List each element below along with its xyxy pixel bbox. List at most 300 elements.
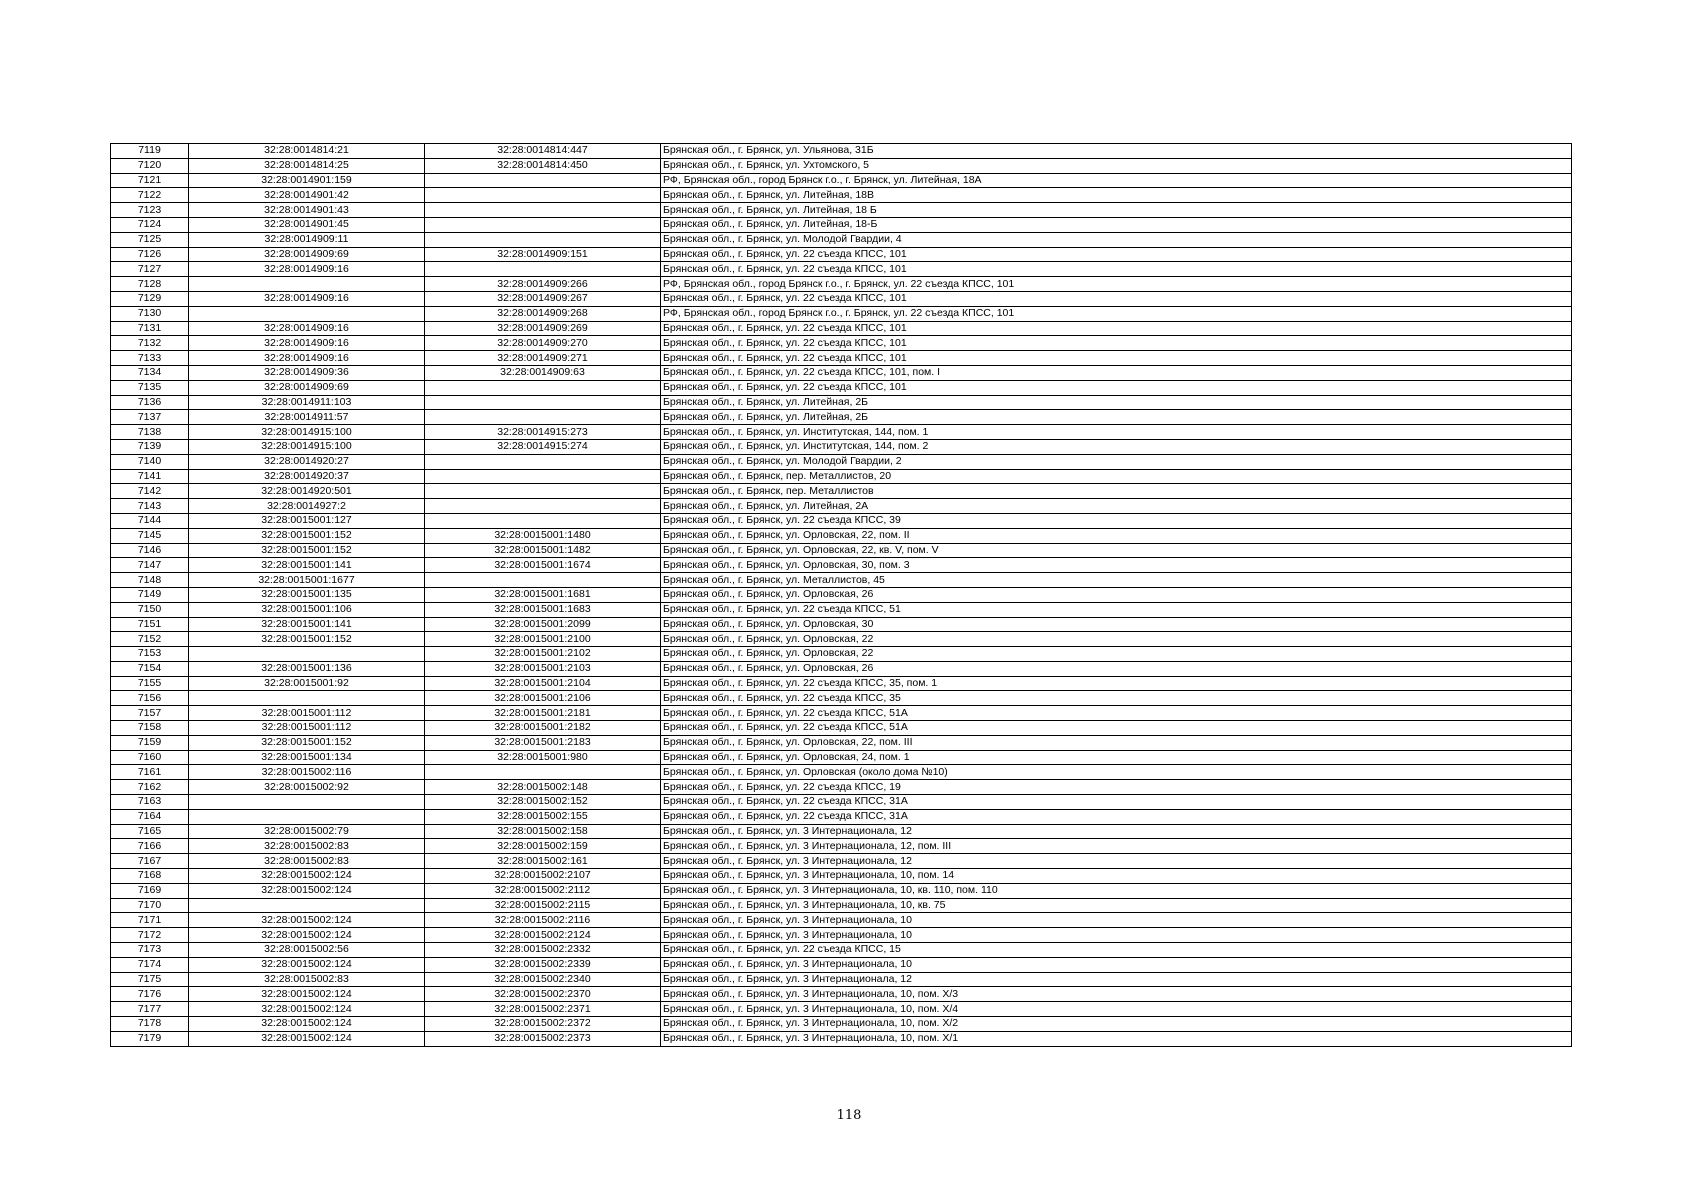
parcel-number-cell: 32:28:0015001:135 xyxy=(189,587,425,602)
table-body xyxy=(111,144,1572,1047)
row-number-cell: 7143 xyxy=(111,499,189,514)
row-number-cell: 7130 xyxy=(111,306,189,321)
table-row xyxy=(111,1031,1572,1046)
object-number-cell xyxy=(425,188,661,203)
parcel-number-cell: 32:28:0014909:16 xyxy=(189,321,425,336)
table-row xyxy=(111,691,1572,706)
table-row xyxy=(111,425,1572,440)
address-cell: Брянская обл., г. Брянск, ул. 22 съезда КПСС, 101 xyxy=(661,321,1572,336)
parcel-number-cell: 32:28:0014814:21 xyxy=(189,144,425,159)
parcel-number-cell: 32:28:0014909:36 xyxy=(189,365,425,380)
table-row xyxy=(111,661,1572,676)
object-number-cell: 32:28:0015001:2104 xyxy=(425,676,661,691)
object-number-cell: 32:28:0014915:273 xyxy=(425,425,661,440)
parcel-number-cell: 32:28:0014909:16 xyxy=(189,291,425,306)
object-number-cell: 32:28:0015002:2107 xyxy=(425,869,661,884)
object-number-cell: 32:28:0015001:1480 xyxy=(425,528,661,543)
object-number-cell: 32:28:0014814:450 xyxy=(425,158,661,173)
row-number-cell: 7127 xyxy=(111,262,189,277)
object-number-cell: 32:28:0015001:980 xyxy=(425,750,661,765)
object-number-cell: 32:28:0014909:63 xyxy=(425,365,661,380)
object-number-cell xyxy=(425,499,661,514)
object-number-cell xyxy=(425,217,661,232)
row-number-cell: 7145 xyxy=(111,528,189,543)
address-cell: Брянская обл., г. Брянск, ул. Орловская, 22 xyxy=(661,647,1572,662)
parcel-number-cell: 32:28:0015001:152 xyxy=(189,543,425,558)
object-number-cell: 32:28:0015002:148 xyxy=(425,780,661,795)
object-number-cell xyxy=(425,173,661,188)
object-number-cell: 32:28:0015002:2332 xyxy=(425,943,661,958)
table-row xyxy=(111,765,1572,780)
address-cell: РФ, Брянская обл., город Брянск г.о., г. Брянск, ул. Литейная, 18А xyxy=(661,173,1572,188)
page-number: 118 xyxy=(836,1108,862,1123)
table-row xyxy=(111,573,1572,588)
address-cell: Брянская обл., г. Брянск, ул. Литейная, 2А xyxy=(661,499,1572,514)
object-number-cell xyxy=(425,573,661,588)
table-row xyxy=(111,262,1572,277)
object-number-cell xyxy=(425,410,661,425)
object-number-cell: 32:28:0014909:267 xyxy=(425,291,661,306)
object-number-cell: 32:28:0015002:155 xyxy=(425,809,661,824)
row-number-cell: 7166 xyxy=(111,839,189,854)
row-number-cell: 7179 xyxy=(111,1031,189,1046)
parcel-number-cell: 32:28:0015002:124 xyxy=(189,1002,425,1017)
address-cell: Брянская обл., г. Брянск, ул. 22 съезда КПСС, 31А xyxy=(661,809,1572,824)
address-cell: Брянская обл., г. Брянск, пер. Металлистов, 20 xyxy=(661,469,1572,484)
table-row xyxy=(111,543,1572,558)
address-cell: Брянская обл., г. Брянск, ул. 3 Интернационала, 10, пом. Х/2 xyxy=(661,1017,1572,1032)
parcel-number-cell: 32:28:0014927:2 xyxy=(189,499,425,514)
address-cell: Брянская обл., г. Брянск, ул. 22 съезда КПСС, 51А xyxy=(661,706,1572,721)
parcel-number-cell xyxy=(189,691,425,706)
parcel-number-cell: 32:28:0015002:124 xyxy=(189,957,425,972)
address-cell: Брянская обл., г. Брянск, ул. 3 Интернационала, 10, кв. 75 xyxy=(661,898,1572,913)
address-cell: Брянская обл., г. Брянск, ул. 3 Интернационала, 10, пом. Х/4 xyxy=(661,1002,1572,1017)
parcel-number-cell: 32:28:0014901:159 xyxy=(189,173,425,188)
object-number-cell: 32:28:0014909:271 xyxy=(425,351,661,366)
parcel-number-cell: 32:28:0014920:37 xyxy=(189,469,425,484)
row-number-cell: 7165 xyxy=(111,824,189,839)
table-row xyxy=(111,306,1572,321)
object-number-cell: 32:28:0015002:158 xyxy=(425,824,661,839)
table-row xyxy=(111,735,1572,750)
table-row xyxy=(111,173,1572,188)
parcel-number-cell: 32:28:0015002:124 xyxy=(189,883,425,898)
object-number-cell xyxy=(425,395,661,410)
parcel-number-cell: 32:28:0014911:103 xyxy=(189,395,425,410)
address-cell: Брянская обл., г. Брянск, ул. 22 съезда КПСС, 101 xyxy=(661,336,1572,351)
table-row xyxy=(111,972,1572,987)
address-cell: Брянская обл., г. Брянск, ул. 3 Интернационала, 10 xyxy=(661,928,1572,943)
object-number-cell: 32:28:0015001:1482 xyxy=(425,543,661,558)
row-number-cell: 7173 xyxy=(111,943,189,958)
object-number-cell: 32:28:0015001:2183 xyxy=(425,735,661,750)
row-number-cell: 7178 xyxy=(111,1017,189,1032)
object-number-cell: 32:28:0015001:2099 xyxy=(425,617,661,632)
object-number-cell: 32:28:0015002:2339 xyxy=(425,957,661,972)
parcel-number-cell: 32:28:0015001:92 xyxy=(189,676,425,691)
row-number-cell: 7134 xyxy=(111,365,189,380)
table-row xyxy=(111,676,1572,691)
address-cell: Брянская обл., г. Брянск, ул. 22 съезда КПСС, 15 xyxy=(661,943,1572,958)
row-number-cell: 7124 xyxy=(111,217,189,232)
address-cell: Брянская обл., г. Брянск, ул. Орловская, 22 xyxy=(661,632,1572,647)
row-number-cell: 7126 xyxy=(111,247,189,262)
parcel-number-cell: 32:28:0014909:69 xyxy=(189,380,425,395)
parcel-number-cell: 32:28:0014814:25 xyxy=(189,158,425,173)
address-cell: Брянская обл., г. Брянск, ул. Орловская, 30 xyxy=(661,617,1572,632)
table-row xyxy=(111,1002,1572,1017)
address-cell: Брянская обл., г. Брянск, ул. Орловская, 22, пом. III xyxy=(661,735,1572,750)
row-number-cell: 7125 xyxy=(111,232,189,247)
address-cell: Брянская обл., г. Брянск, ул. Литейная, 2Б xyxy=(661,410,1572,425)
object-number-cell xyxy=(425,513,661,528)
parcel-number-cell: 32:28:0015002:83 xyxy=(189,839,425,854)
row-number-cell: 7159 xyxy=(111,735,189,750)
address-cell: Брянская обл., г. Брянск, ул. Литейная, 2Б xyxy=(661,395,1572,410)
parcel-number-cell: 32:28:0015002:83 xyxy=(189,854,425,869)
row-number-cell: 7167 xyxy=(111,854,189,869)
object-number-cell xyxy=(425,262,661,277)
row-number-cell: 7131 xyxy=(111,321,189,336)
parcel-number-cell xyxy=(189,306,425,321)
row-number-cell: 7155 xyxy=(111,676,189,691)
table-row xyxy=(111,706,1572,721)
row-number-cell: 7147 xyxy=(111,558,189,573)
row-number-cell: 7176 xyxy=(111,987,189,1002)
row-number-cell: 7161 xyxy=(111,765,189,780)
object-number-cell: 32:28:0014814:447 xyxy=(425,144,661,159)
parcel-number-cell: 32:28:0014901:45 xyxy=(189,217,425,232)
row-number-cell: 7163 xyxy=(111,795,189,810)
object-number-cell: 32:28:0015002:2116 xyxy=(425,913,661,928)
object-number-cell: 32:28:0015002:152 xyxy=(425,795,661,810)
table-row xyxy=(111,943,1572,958)
object-number-cell xyxy=(425,469,661,484)
address-cell: Брянская обл., г. Брянск, ул. 22 съезда КПСС, 101 xyxy=(661,291,1572,306)
row-number-cell: 7146 xyxy=(111,543,189,558)
address-cell: Брянская обл., г. Брянск, ул. Молодой Гвардии, 4 xyxy=(661,232,1572,247)
address-cell: Брянская обл., г. Брянск, ул. Институтская, 144, пом. 1 xyxy=(661,425,1572,440)
object-number-cell: 32:28:0015002:2372 xyxy=(425,1017,661,1032)
address-cell: Брянская обл., г. Брянск, ул. Орловская, 24, пом. 1 xyxy=(661,750,1572,765)
address-cell: Брянская обл., г. Брянск, ул. Ухтомского, 5 xyxy=(661,158,1572,173)
table-row xyxy=(111,750,1572,765)
table-row xyxy=(111,513,1572,528)
address-cell: Брянская обл., г. Брянск, ул. 3 Интернационала, 10 xyxy=(661,957,1572,972)
parcel-number-cell: 32:28:0014909:11 xyxy=(189,232,425,247)
address-cell: Брянская обл., г. Брянск, ул. 3 Интернационала, 10, пом. Х/1 xyxy=(661,1031,1572,1046)
table-row xyxy=(111,203,1572,218)
parcel-number-cell: 32:28:0014920:27 xyxy=(189,454,425,469)
parcel-number-cell: 32:28:0015001:127 xyxy=(189,513,425,528)
object-number-cell: 32:28:0015002:2340 xyxy=(425,972,661,987)
table-row xyxy=(111,632,1572,647)
row-number-cell: 7153 xyxy=(111,647,189,662)
row-number-cell: 7137 xyxy=(111,410,189,425)
table-row xyxy=(111,217,1572,232)
address-cell: Брянская обл., г. Брянск, ул. Институтская, 144, пом. 2 xyxy=(661,439,1572,454)
row-number-cell: 7128 xyxy=(111,277,189,292)
table-row xyxy=(111,928,1572,943)
table-row xyxy=(111,587,1572,602)
table-row xyxy=(111,291,1572,306)
parcel-number-cell: 32:28:0015001:141 xyxy=(189,617,425,632)
parcel-number-cell: 32:28:0015002:56 xyxy=(189,943,425,958)
row-number-cell: 7119 xyxy=(111,144,189,159)
address-cell: РФ, Брянская обл., город Брянск г.о., г. Брянск, ул. 22 съезда КПСС, 101 xyxy=(661,277,1572,292)
table-row xyxy=(111,602,1572,617)
object-number-cell: 32:28:0015002:2373 xyxy=(425,1031,661,1046)
row-number-cell: 7129 xyxy=(111,291,189,306)
table-row xyxy=(111,499,1572,514)
address-cell: Брянская обл., г. Брянск, ул. 22 съезда КПСС, 101 xyxy=(661,380,1572,395)
row-number-cell: 7149 xyxy=(111,587,189,602)
cadastral-table xyxy=(110,143,1572,1047)
parcel-number-cell: 32:28:0015001:152 xyxy=(189,528,425,543)
row-number-cell: 7141 xyxy=(111,469,189,484)
address-cell: Брянская обл., г. Брянск, ул. Орловская, 26 xyxy=(661,587,1572,602)
table-row xyxy=(111,869,1572,884)
address-cell: Брянская обл., г. Брянск, ул. 3 Интернационала, 10, кв. 110, пом. 110 xyxy=(661,883,1572,898)
row-number-cell: 7139 xyxy=(111,439,189,454)
parcel-number-cell: 32:28:0015001:152 xyxy=(189,735,425,750)
row-number-cell: 7171 xyxy=(111,913,189,928)
parcel-number-cell xyxy=(189,795,425,810)
object-number-cell xyxy=(425,232,661,247)
row-number-cell: 7136 xyxy=(111,395,189,410)
row-number-cell: 7160 xyxy=(111,750,189,765)
object-number-cell: 32:28:0015002:2371 xyxy=(425,1002,661,1017)
table-row xyxy=(111,469,1572,484)
object-number-cell: 32:28:0015001:2181 xyxy=(425,706,661,721)
address-cell: Брянская обл., г. Брянск, ул. Ульянова, 31Б xyxy=(661,144,1572,159)
table-row xyxy=(111,795,1572,810)
row-number-cell: 7177 xyxy=(111,1002,189,1017)
object-number-cell: 32:28:0015001:2106 xyxy=(425,691,661,706)
parcel-number-cell: 32:28:0015002:124 xyxy=(189,869,425,884)
object-number-cell: 32:28:0014909:266 xyxy=(425,277,661,292)
table-row xyxy=(111,883,1572,898)
object-number-cell: 32:28:0015001:1674 xyxy=(425,558,661,573)
parcel-number-cell: 32:28:0015001:112 xyxy=(189,721,425,736)
parcel-number-cell: 32:28:0014915:100 xyxy=(189,439,425,454)
parcel-number-cell: 32:28:0014915:100 xyxy=(189,425,425,440)
object-number-cell: 32:28:0015001:1681 xyxy=(425,587,661,602)
address-cell: Брянская обл., г. Брянск, ул. Орловская, 22, кв. V, пом. V xyxy=(661,543,1572,558)
row-number-cell: 7138 xyxy=(111,425,189,440)
table-row xyxy=(111,410,1572,425)
object-number-cell: 32:28:0014909:270 xyxy=(425,336,661,351)
address-cell: Брянская обл., г. Брянск, ул. Литейная, 18-Б xyxy=(661,217,1572,232)
row-number-cell: 7170 xyxy=(111,898,189,913)
table-row xyxy=(111,277,1572,292)
table-row xyxy=(111,721,1572,736)
object-number-cell: 32:28:0015001:2103 xyxy=(425,661,661,676)
parcel-number-cell: 32:28:0015002:124 xyxy=(189,987,425,1002)
table-row xyxy=(111,454,1572,469)
address-cell: Брянская обл., г. Брянск, пер. Металлистов xyxy=(661,484,1572,499)
row-number-cell: 7172 xyxy=(111,928,189,943)
address-cell: Брянская обл., г. Брянск, ул. 22 съезда КПСС, 19 xyxy=(661,780,1572,795)
row-number-cell: 7175 xyxy=(111,972,189,987)
table-row xyxy=(111,913,1572,928)
row-number-cell: 7151 xyxy=(111,617,189,632)
row-number-cell: 7157 xyxy=(111,706,189,721)
object-number-cell: 32:28:0015002:161 xyxy=(425,854,661,869)
row-number-cell: 7156 xyxy=(111,691,189,706)
address-cell: Брянская обл., г. Брянск, ул. 3 Интернационала, 12, пом. III xyxy=(661,839,1572,854)
parcel-number-cell xyxy=(189,898,425,913)
parcel-number-cell: 32:28:0014909:16 xyxy=(189,336,425,351)
row-number-cell: 7120 xyxy=(111,158,189,173)
table-row xyxy=(111,809,1572,824)
table-row xyxy=(111,351,1572,366)
address-cell: Брянская обл., г. Брянск, ул. Орловская, 26 xyxy=(661,661,1572,676)
table-row xyxy=(111,824,1572,839)
parcel-number-cell: 32:28:0014901:42 xyxy=(189,188,425,203)
parcel-number-cell xyxy=(189,647,425,662)
object-number-cell xyxy=(425,203,661,218)
address-cell: Брянская обл., г. Брянск, ул. 22 съезда КПСС, 101 xyxy=(661,351,1572,366)
row-number-cell: 7152 xyxy=(111,632,189,647)
address-cell: Брянская обл., г. Брянск, ул. Металлистов, 45 xyxy=(661,573,1572,588)
object-number-cell: 32:28:0015001:1683 xyxy=(425,602,661,617)
row-number-cell: 7164 xyxy=(111,809,189,824)
parcel-number-cell: 32:28:0015002:92 xyxy=(189,780,425,795)
address-cell: Брянская обл., г. Брянск, ул. 3 Интернационала, 10 xyxy=(661,913,1572,928)
address-cell: Брянская обл., г. Брянск, ул. Молодой Гвардии, 2 xyxy=(661,454,1572,469)
row-number-cell: 7148 xyxy=(111,573,189,588)
object-number-cell xyxy=(425,484,661,499)
object-number-cell: 32:28:0015001:2102 xyxy=(425,647,661,662)
table-row xyxy=(111,647,1572,662)
row-number-cell: 7135 xyxy=(111,380,189,395)
parcel-number-cell: 32:28:0014909:69 xyxy=(189,247,425,262)
row-number-cell: 7121 xyxy=(111,173,189,188)
table-row xyxy=(111,232,1572,247)
parcel-number-cell: 32:28:0015001:112 xyxy=(189,706,425,721)
address-cell: Брянская обл., г. Брянск, ул. 3 Интернационала, 12 xyxy=(661,824,1572,839)
table-row xyxy=(111,854,1572,869)
address-cell: Брянская обл., г. Брянск, ул. 22 съезда КПСС, 101 xyxy=(661,247,1572,262)
parcel-number-cell: 32:28:0015001:1677 xyxy=(189,573,425,588)
address-cell: Брянская обл., г. Брянск, ул. 22 съезда КПСС, 51 xyxy=(661,602,1572,617)
row-number-cell: 7174 xyxy=(111,957,189,972)
object-number-cell: 32:28:0014915:274 xyxy=(425,439,661,454)
parcel-number-cell xyxy=(189,277,425,292)
row-number-cell: 7169 xyxy=(111,883,189,898)
table-row xyxy=(111,898,1572,913)
table-row xyxy=(111,321,1572,336)
address-cell: Брянская обл., г. Брянск, ул. 22 съезда КПСС, 101, пом. I xyxy=(661,365,1572,380)
address-cell: Брянская обл., г. Брянск, ул. Орловская, 30, пом. 3 xyxy=(661,558,1572,573)
address-cell: РФ, Брянская обл., город Брянск г.о., г. Брянск, ул. 22 съезда КПСС, 101 xyxy=(661,306,1572,321)
parcel-number-cell: 32:28:0015001:136 xyxy=(189,661,425,676)
address-cell: Брянская обл., г. Брянск, ул. 22 съезда КПСС, 39 xyxy=(661,513,1572,528)
parcel-number-cell: 32:28:0015001:141 xyxy=(189,558,425,573)
table-row xyxy=(111,188,1572,203)
parcel-number-cell: 32:28:0015001:106 xyxy=(189,602,425,617)
table-row xyxy=(111,395,1572,410)
table-row xyxy=(111,957,1572,972)
row-number-cell: 7162 xyxy=(111,780,189,795)
address-cell: Брянская обл., г. Брянск, ул. Литейная, 18В xyxy=(661,188,1572,203)
parcel-number-cell: 32:28:0014909:16 xyxy=(189,262,425,277)
row-number-cell: 7122 xyxy=(111,188,189,203)
parcel-number-cell: 32:28:0015001:152 xyxy=(189,632,425,647)
address-cell: Брянская обл., г. Брянск, ул. 22 съезда КПСС, 101 xyxy=(661,262,1572,277)
row-number-cell: 7144 xyxy=(111,513,189,528)
address-cell: Брянская обл., г. Брянск, ул. 22 съезда КПСС, 35 xyxy=(661,691,1572,706)
table-row xyxy=(111,158,1572,173)
row-number-cell: 7140 xyxy=(111,454,189,469)
parcel-number-cell: 32:28:0014909:16 xyxy=(189,351,425,366)
parcel-number-cell: 32:28:0015002:83 xyxy=(189,972,425,987)
address-cell: Брянская обл., г. Брянск, ул. 22 съезда КПСС, 35, пом. 1 xyxy=(661,676,1572,691)
object-number-cell xyxy=(425,765,661,780)
parcel-number-cell: 32:28:0015002:79 xyxy=(189,824,425,839)
address-cell: Брянская обл., г. Брянск, ул. 3 Интернационала, 10, пом. Х/3 xyxy=(661,987,1572,1002)
table-row xyxy=(111,528,1572,543)
row-number-cell: 7123 xyxy=(111,203,189,218)
table-row xyxy=(111,617,1572,632)
table-row xyxy=(111,247,1572,262)
parcel-number-cell: 32:28:0015002:124 xyxy=(189,1031,425,1046)
table-row xyxy=(111,144,1572,159)
row-number-cell: 7133 xyxy=(111,351,189,366)
table-row xyxy=(111,336,1572,351)
parcel-number-cell: 32:28:0015002:124 xyxy=(189,928,425,943)
address-cell: Брянская обл., г. Брянск, ул. 3 Интернационала, 12 xyxy=(661,972,1572,987)
object-number-cell: 32:28:0014909:151 xyxy=(425,247,661,262)
object-number-cell: 32:28:0015001:2182 xyxy=(425,721,661,736)
row-number-cell: 7150 xyxy=(111,602,189,617)
address-cell: Брянская обл., г. Брянск, ул. Орловская (около дома №10) xyxy=(661,765,1572,780)
table-row xyxy=(111,484,1572,499)
address-cell: Брянская обл., г. Брянск, ул. 3 Интернационала, 12 xyxy=(661,854,1572,869)
object-number-cell xyxy=(425,454,661,469)
table-row xyxy=(111,839,1572,854)
parcel-number-cell: 32:28:0015002:124 xyxy=(189,913,425,928)
row-number-cell: 7132 xyxy=(111,336,189,351)
object-number-cell: 32:28:0015002:2124 xyxy=(425,928,661,943)
table-row xyxy=(111,987,1572,1002)
row-number-cell: 7158 xyxy=(111,721,189,736)
row-number-cell: 7142 xyxy=(111,484,189,499)
parcel-number-cell: 32:28:0015001:134 xyxy=(189,750,425,765)
parcel-number-cell: 32:28:0014911:57 xyxy=(189,410,425,425)
parcel-number-cell xyxy=(189,809,425,824)
object-number-cell: 32:28:0015002:2370 xyxy=(425,987,661,1002)
address-cell: Брянская обл., г. Брянск, ул. 22 съезда КПСС, 51А xyxy=(661,721,1572,736)
address-cell: Брянская обл., г. Брянск, ул. 3 Интернационала, 10, пом. 14 xyxy=(661,869,1572,884)
object-number-cell xyxy=(425,380,661,395)
address-cell: Брянская обл., г. Брянск, ул. 22 съезда КПСС, 31А xyxy=(661,795,1572,810)
table-row xyxy=(111,439,1572,454)
object-number-cell: 32:28:0015002:159 xyxy=(425,839,661,854)
parcel-number-cell: 32:28:0015002:116 xyxy=(189,765,425,780)
row-number-cell: 7168 xyxy=(111,869,189,884)
object-number-cell: 32:28:0014909:268 xyxy=(425,306,661,321)
object-number-cell: 32:28:0014909:269 xyxy=(425,321,661,336)
address-cell: Брянская обл., г. Брянск, ул. Литейная, 18 Б xyxy=(661,203,1572,218)
object-number-cell: 32:28:0015001:2100 xyxy=(425,632,661,647)
table-row xyxy=(111,380,1572,395)
table-row xyxy=(111,558,1572,573)
row-number-cell: 7154 xyxy=(111,661,189,676)
object-number-cell: 32:28:0015002:2115 xyxy=(425,898,661,913)
